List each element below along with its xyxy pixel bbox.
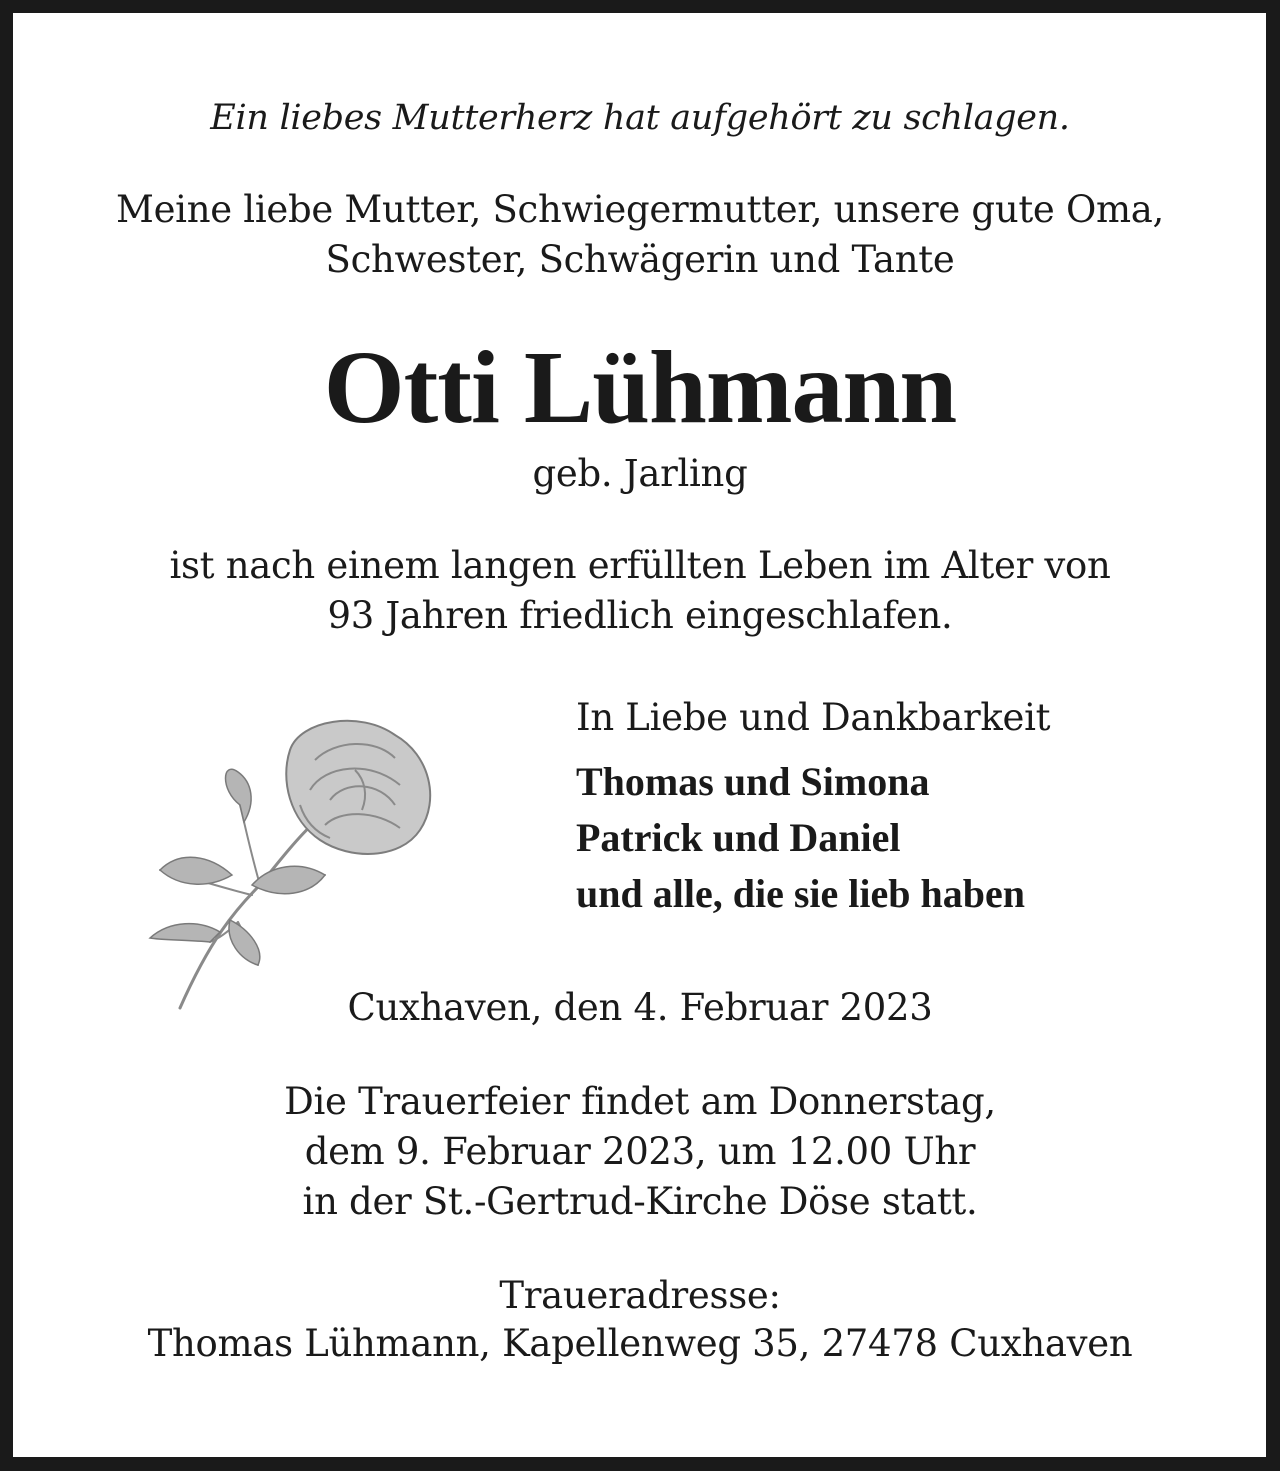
address-value: Thomas Lühmann, Kapellenweg 35, 27478 Cuxhaven <box>147 1322 1133 1365</box>
mourners-block <box>576 696 1256 922</box>
funeral-line-2: dem 9. Februar 2023, um 12.00 Uhr <box>304 1130 976 1173</box>
funeral-line-1: Die Trauerfeier findet am Donnerstag, <box>284 1080 996 1123</box>
mourner-name: Thomas und Simona <box>576 759 930 804</box>
deceased-name: Otti Lühmann <box>323 330 957 445</box>
mourner-name: Patrick und Daniel <box>576 815 901 860</box>
mourner-name: und alle, die sie lieb haben <box>576 871 1025 916</box>
motto: Ein liebes Mutterherz hat aufgehört zu schlagen. <box>210 98 1070 138</box>
rose-icon <box>140 710 450 1015</box>
place-date: Cuxhaven, den 4. Februar 2023 <box>347 986 933 1029</box>
intro-line-2: Schwester, Schwägerin und Tante <box>325 238 955 281</box>
intro-line-1: Meine liebe Mutter, Schwiegermutter, unsere gute Oma, <box>115 188 1165 231</box>
birth-name: geb. Jarling <box>532 452 748 495</box>
funeral-line-3: in der St.-Gertrud-Kirche Döse statt. <box>302 1180 978 1223</box>
address-label: Traueradresse: <box>499 1274 781 1317</box>
mourners-heading: In Liebe und Dankbarkeit <box>576 696 1051 739</box>
statement-line-1: ist nach einem langen erfüllten Leben im Alter von <box>169 544 1111 587</box>
statement-line-2: 93 Jahren friedlich eingeschlafen. <box>327 594 953 637</box>
